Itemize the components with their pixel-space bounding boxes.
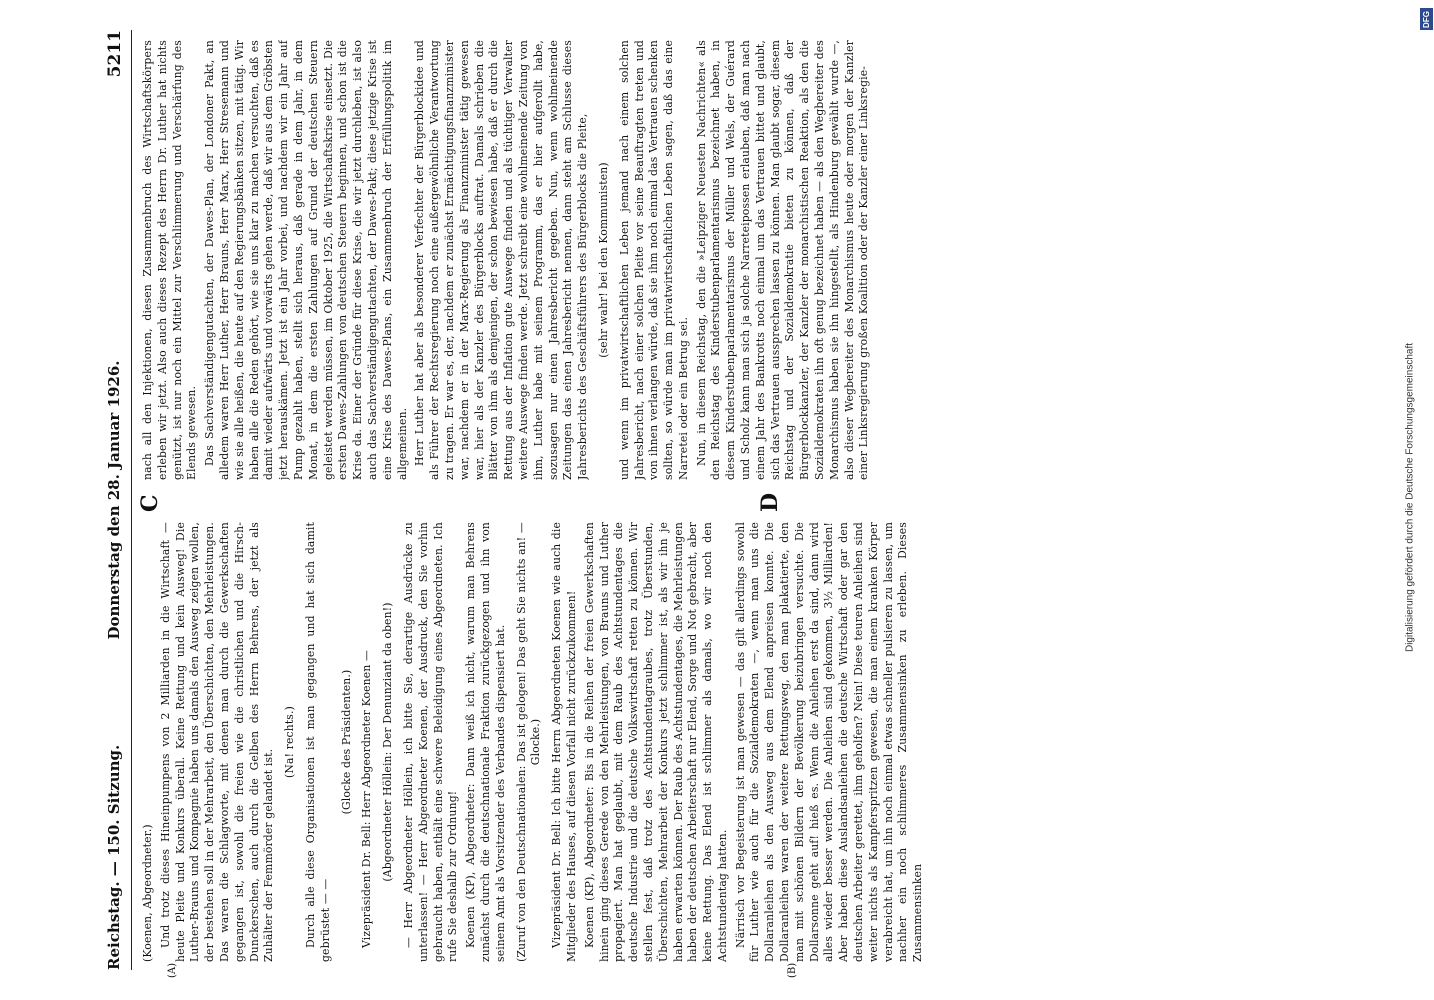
page-number: 5211 (105, 30, 125, 78)
digitization-note (1395, 8, 1425, 992)
interjection: (Glocke des Präsidenten.) (339, 669, 353, 815)
header-rule (131, 30, 132, 970)
paragraph: nach all den Injektionen, diesen Zusammenbruch des Wirtschaftskörpers erleben wir jetzt. Also auch dieses Rezept des Herrn Dr. Luther hat nichts genützt, ist nur noch ein Mittel zur Verschlimmerung und Verschärfung des Elends gewesen. (141, 40, 199, 480)
header-date: Donnerstag den 28. Januar 1926. (105, 360, 123, 640)
paragraph: und wenn im privatwirtschaftlichen Leben jemand nach einem solchen Jahresbericht, nach einer solchen Pleite vor seine Beauftragten treten und von ihnen verlangen würde, daß sie ihm noch einmal das Vertrauen schenken sollten, so würde man im privatwirtschaftlichen Leben sagen, daß das eine Narretei oder ein Betrug sei. (617, 40, 690, 480)
paragraph: Koenen (KP), Abgeordneter: Bis in die Reihen der freien Gewerkschaften hinein ging dieses Gerede von den Mehrleistungen, von Brauns und Luther propagiert. Man hat geglaubt, mit dem Raub des Achtstundentages die deutsche Industrie und die deutsche Volkswirtschaft retten zu können. Wir stellen fest, daß trotz des Achtstundentagraubes, trotz Überstunden, Überschichten, Mehrarbeit der Konkurs jetzt schlimmer ist, als wir ihn je haben erwarten können. Der Raub des Achtstundentages, die Mehrleistungen haben der deutschen Arbeiterschaft nur Elend, Sorge und Not gebracht, aber keine Rettung. Das Elend ist schlimmer als damals, wo wir noch den Achtstundentag hatten. (582, 522, 729, 962)
dfg-logo (1420, 8, 1433, 30)
dfg-logo-text: DFG (1422, 10, 1432, 28)
text-column-left (141, 522, 1321, 962)
interjection: (Na! rechts.) (283, 706, 297, 778)
paragraph: Durch alle diese Organisationen ist man gegangen und hat sich damit gebrüstet — — (303, 522, 332, 962)
paragraph: Koenen (KP), Abgeordneter: Dann weiß ich nicht, warum man Behrens zunächst durch die deutschnationale Fraktion zurückgezogen und ihn von seinem Amt als Vorsitzender des Verbandes dispensiert hat. (464, 522, 507, 962)
paragraph: Närrisch vor Begeisterung ist man gewesen — das gilt allerdings sowohl für Luther wie auch für die Sozialdemokraten —, wenn man uns die Dollaranleihen als den Ausweg aus dem Elend anpreisen konnte. Die Dollaranleihen waren der weitere Rettungsweg, den man plakatierte, den man mit schönen Bildern der Bevölkerung beizubringen versuchte. Die Dollarsonne geht auf! hieß es. Wenn die Anleihen erst da sind, dann wird alles wieder besser werden. Die Anleihen sind gekommen, 3½ Milliarden! Aber haben diese Auslandsanleihen die deutsche Wirtschaft oder gar den deutschen Arbeiter gerettet, ihm geholfen? Nein! Diese teuren Anleihen sind weiter nichts als Kampferspritzen gewesen, die man einem kranken Körper verabreicht hat, um ihn noch einmal etwas schneller pulsieren zu lassen, um nachher ein noch schlimmeres Zusammensinken zu erleben. Dieses Zusammensinken (733, 522, 925, 962)
margin-mark-d: D (757, 492, 783, 512)
paragraph: Das Sachverständigengutachten, der Dawes-Plan, der Londoner Pakt, an alledem waren Herr Luther, Herr Brauns, Herr Marx, Herr Stresemann und wie sie alle heißen, die heute auf den Regierungsbänken sitzen, mit tätig. Wir haben alle die Reden gehört, wie sie uns klar zu machen versuchten, daß es damit wieder aufwärts und vorwärts gehen werde, daß wir aus dem Gröbsten jetzt herauskämen. Jetzt ist ein Jahr vorbei, und nachdem wir ein Jahr auf Pump gezahlt haben, stellt sich heraus, daß gerade in dem Jahr, in dem Monat, in dem die ersten Zahlungen auf Grund der deutschen Steuern geleistet werden müssen, im Oktober 1925, die Wirtschaftskrise einsetzt. Die ersten Dawes-Zahlungen von deutschen Steuern beginnen, und schon ist die Krise da. Einer der Gründe für diese Krise, die wir jetzt durchleben, ist also auch das Sachverständigengutachten, der Dawes-Pakt; diese jetzige Krise ist eine Krise des Dawes-Plans, ein Zusammenbruch der Erfüllungspolitik im allgemeinen. (203, 40, 409, 480)
paragraph: Vizepräsident Dr. Bell: Herr Abgeordneter Koenen — (360, 650, 374, 948)
interjection: (sehr wahr! bei den Kommunisten) (596, 162, 610, 358)
margin-mark-a: (A) (167, 962, 178, 978)
paragraph: (Koenen, Abgeordneter.) (141, 824, 154, 962)
paragraph: Vizepräsident Dr. Bell: Ich bitte Herrn Abgeordneten Koenen wie auch die Mitglieder des Hauses, auf diesen Vorfall nicht zurückzukommen! (550, 522, 578, 962)
page-header (105, 30, 133, 970)
text-column-right (141, 40, 1321, 480)
paragraph: Herr Luther hat aber als besonderer Verfechter der Bürgerblockidee und als Führer der Rechtsregierung noch eine außergewöhnliche Verantwortung zu tragen. Er war es, der, nachdem er zunächst Ermächtigungsfinanzminister war, nachdem er in der Marx-Regierung als Finanzminister tätig gewesen war, hier als der Kanzler des Bürgerblocks auftrat. Damals schrieben die Blätter von ihm als demjenigen, der schon bewiesen habe, daß er durch die Rettung aus der Inflation gute Auswege finden und als tüchtiger Verwalter weitere Auswege finden werde. Jetzt schreibt eine wohlmeinende Zeitung von ihm, Luther habe mit seinem Programm, das er hier aufgerollt habe, sozusagen nur einen Jahresbericht gegeben. Nun, wenn wohlmeinende Zeitungen das einen Jahresbericht nennen, dann steht am Schlusse dieses Jahresberichts des Geschäftsführers des Bürgerblocks die Pleite, (413, 40, 590, 480)
scanned-page (97, 20, 1337, 980)
paragraph: Nun, in diesem Reichstag, den die »Leipziger Neuesten Nachrichten« als den Reichstag des Kinderstubenparlamentarismus bezeichnet haben, in diesem Kinderstubenparlamentarismus der Müller und Wels, der Guérard und Scholz kann man sich ja solche Narreteipossen erlauben, daß man nach einem Jahr des Bankrotts noch einmal um das Vertrauen bittet und glaubt, sich das Vertrauen aussprechen lassen zu können. Man glaubt sogar, diesem Reichstag und der Sozialdemokratie bieten zu können, daß der Bürgerblockkanzler, der Kanzler der monarchistischen Reaktion, als den die Sozialdemokraten ihn oft genug bezeichnet haben — als den Wegbereiter des Monarchismus haben sie ihn hingestellt, als Hindenburg gewählt wurde —, also dieser Wegbereiter des Monarchismus heute oder morgen der Kanzler einer Linksregierung großen Koalition oder der Kanzler einer Linksregie- (694, 40, 871, 480)
margin-mark-b: (B) (787, 962, 798, 978)
interjection: (Abgeordneter Höllein: Der Denunziant da oben!) (381, 602, 395, 882)
digitization-note-text: Digitalisierung gefördert durch die Deutsche Forschungsgemeinschaft (1404, 342, 1416, 653)
paragraph: — Herr Abgeordneter Höllein, ich bitte Sie, derartige Ausdrücke zu unterlassen! — Herr Abgeordneter Koenen, der Ausdruck, den Sie vorhin gebraucht haben, enthält eine schwere Beleidigung eines Abgeordneten. Ich rufe Sie deshalb zur Ordnung! (401, 522, 460, 962)
header-left: Reichstag. — 150. Sitzung. (105, 744, 123, 970)
interjection: (Zuruf von den Deutschnationalen: Das ist gelogen! Das geht Sie nichts an! — Glocke.) (514, 522, 543, 962)
paragraph: Und trotz dieses Hineinpumpens von 2 Milliarden in die Wirtschaft — heute Pleite und Konkurs überall. Keine Rettung und kein Ausweg! Die Luther-Brauns und Kompagnie haben uns damals den Ausweg zeigen wollen, der bestehen soll in der Mehrarbeit, den Überschichten, den Mehrleistungen. Das waren die Schlagworte, mit denen man durch die Gewerkschaften gegangen ist, sowohl die freien wie die christlichen und die Hirsch-Dunckerschen, auch durch die Gelben des Herrn Behrens, der jetzt als Zuhälter der Femmörder gelandet ist. (158, 522, 276, 962)
margin-mark-c: C (137, 494, 163, 512)
